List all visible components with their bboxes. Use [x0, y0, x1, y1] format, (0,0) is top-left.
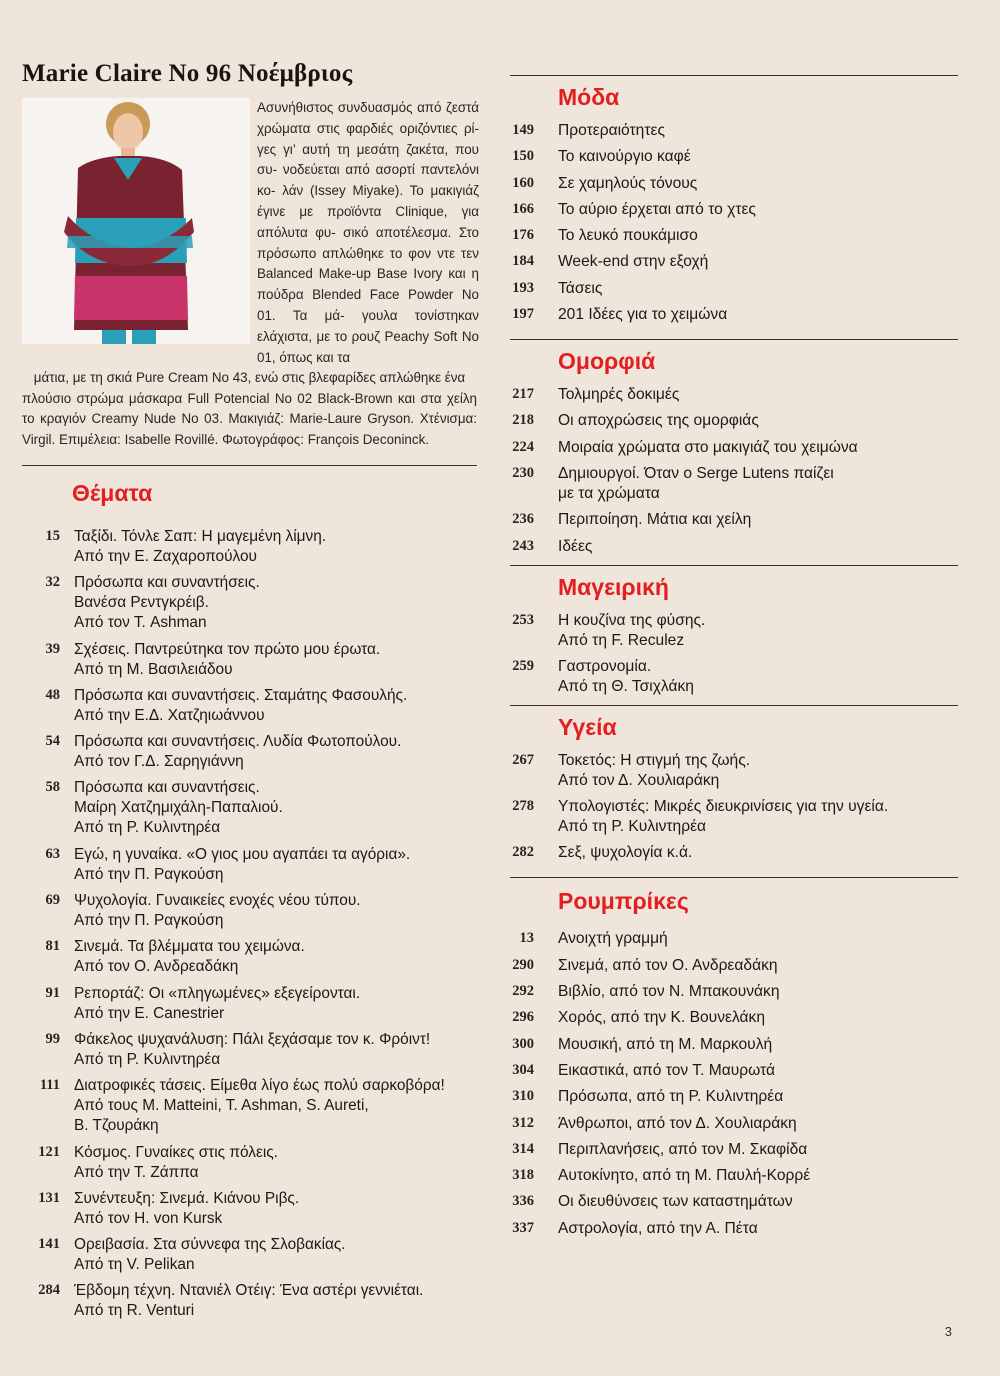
toc-entry-line: Εικαστικά, από τον Τ. Μαυρωτά [558, 1061, 776, 1079]
toc-entry-line: Το λευκό πουκάμισο [558, 227, 698, 245]
ygeia-list [510, 751, 958, 864]
toc-entry-text [558, 929, 668, 949]
toc-entry-line: Σινεμά. Τα βλέμματα του χειμώνα. [74, 938, 305, 956]
toc-entry-line: Τολμηρές δοκιμές [558, 386, 680, 404]
toc-entry-line: Αστρολογία, από την Α. Πέτα [558, 1219, 758, 1237]
toc-entry-line: Προτεραιότητες [558, 122, 665, 139]
toc-entry [22, 686, 477, 726]
toc-entry [22, 1235, 477, 1275]
page-ref-number: 218 [512, 412, 534, 429]
toc-entry-line: Πρόσωπα και συναντήσεις. Σταμάτης Φασουλής. [74, 686, 408, 704]
page-number: 3 [944, 1324, 952, 1339]
toc-entry-line: Από την Π. Ραγκούση [74, 912, 224, 930]
roumprikes-heading: Ρουμπρίκες [558, 888, 689, 915]
toc-entry-line: Η κουζίνα της φύσης. [558, 611, 706, 629]
moda-list [510, 121, 958, 325]
cover-caption-side: Ασυνήθιστος συνδυασμός από ζεστά χρώματα στις φαρδιές οριζόντιες ρί- γες γι’ αυτή τη μεσάτη ζακέτα, που συ- νοδεύεται από ασορτί παντελόνι κο- λάν (Issey Miyake). Το μακιγιάζ έγινε με προϊόντα Clinique, για απόλυτα φυ- σικό αποτέλεσμα. Στο πρόσωπο απλώθηκε το φον ντε τεν Balanced Make-up Base Ivory και η πούδρα Blended Face Powder No 01. Τα μά- γουλα τονίστηκαν ελάχιστα, με το ρουζ Peachy Soft No 01, όπως και τα [257, 100, 479, 365]
toc-entry [510, 797, 958, 837]
toc-entry [510, 843, 958, 863]
toc-entry-line: Περιπλανήσεις, από τον Μ. Σκαφίδα [558, 1140, 808, 1158]
cover-title: Marie Claire No 96 Νοέμβριος [22, 60, 353, 87]
toc-entry-line: Δημιουργοί. Όταν ο Serge Lutens παίζει [558, 464, 834, 482]
toc-entry-text [558, 200, 756, 220]
toc-entry [510, 305, 958, 325]
page-ref-number: 217 [512, 386, 534, 403]
toc-entry-line: Σινεμά, από τον Ο. Ανδρεαδάκη [558, 956, 778, 974]
page-ref-number: 284 [38, 1282, 60, 1299]
page-ref-number: 296 [512, 1009, 534, 1026]
toc-entry-line: Β. Τζουράκη [74, 1117, 159, 1135]
toc-entry-line: Άνθρωποι, από τον Δ. Χουλιαράκη [558, 1114, 797, 1132]
toc-entry [510, 537, 958, 557]
toc-entry-text [74, 732, 401, 772]
toc-entry [510, 438, 958, 458]
toc-entry-text [558, 956, 778, 976]
toc-entry-text [558, 252, 708, 272]
toc-entry-line: Κόσμος. Γυναίκες στις πόλεις. [74, 1143, 278, 1161]
toc-entry-line: Υπολογιστές: Μικρές διευκρινίσεις για την υγεία. [558, 798, 889, 816]
page-ref-number: 230 [512, 464, 534, 481]
page-ref-number: 69 [45, 892, 60, 909]
toc-entry [22, 1281, 477, 1321]
toc-entry-line: Ορειβασία. Στα σύννεφα της Σλοβακίας. [74, 1236, 346, 1254]
toc-entry-line: Τοκετός: Η στιγμή της ζωής. [558, 751, 751, 769]
toc-entry [510, 929, 958, 949]
page-ref-number: 111 [39, 1077, 60, 1094]
mageiriki-divider [510, 565, 958, 566]
toc-entry-line: Σεξ, ψυχολογία κ.ά. [558, 844, 693, 862]
roumprikes-divider [510, 877, 958, 878]
toc-entry-line: Ταξίδι. Τόνλε Σαπ: Η μαγεμένη λίμνη. [74, 528, 327, 545]
toc-entry-text [558, 411, 759, 431]
toc-entry-line: Ιδέες [558, 537, 593, 555]
toc-entry-line: Βιβλίο, από τον Ν. Μπακουνάκη [558, 983, 780, 1001]
page-ref-number: 39 [45, 640, 60, 657]
themata-heading: Θέματα [72, 480, 153, 506]
cover-block [22, 98, 479, 447]
page-ref-number: 32 [45, 574, 60, 591]
ygeia-divider [510, 705, 958, 706]
mageiriki-list [510, 611, 958, 697]
toc-entry-text [558, 1166, 810, 1186]
toc-entry [510, 1192, 958, 1212]
toc-entry [510, 1166, 958, 1186]
toc-entry-text [74, 937, 305, 977]
toc-entry-text [558, 305, 727, 325]
toc-entry [510, 385, 958, 405]
page-ref-number: 149 [512, 122, 534, 138]
toc-entry [510, 657, 958, 697]
toc-entry [510, 1087, 958, 1107]
toc-entry [510, 174, 958, 194]
toc-entry-text [558, 1035, 772, 1055]
toc-entry-line: Από τη Ρ. Κυλιντηρέα [558, 818, 707, 836]
toc-entry-line: Χορός, από την Κ. Βουνελάκη [558, 1009, 765, 1027]
toc-entry-text [558, 147, 691, 167]
toc-entry-line: Πρόσωπα και συναντήσεις. [74, 574, 260, 592]
toc-entry-line: Περιποίηση. Μάτια και χείλη [558, 511, 752, 529]
toc-entry-text [558, 464, 834, 504]
toc-entry-line: Ανοιχτή γραμμή [558, 930, 668, 948]
toc-entry-line: Εγώ, η γυναίκα. «Ο γιος μου αγαπάει τα αγόρια». [74, 845, 411, 863]
toc-entry-text [74, 686, 407, 726]
toc-entry-text [74, 527, 326, 567]
toc-entry-line: Μουσική, από τη Μ. Μαρκουλή [558, 1035, 773, 1053]
toc-entry-line: Μαίρη Χατζημιχάλη-Παπαλιού. [74, 799, 283, 817]
page-ref-number: 121 [38, 1143, 60, 1160]
page-ref-number: 337 [512, 1219, 534, 1236]
toc-entry-line: Οι αποχρώσεις της ομορφιάς [558, 412, 759, 430]
toc-entry-text [558, 751, 750, 791]
toc-entry-line: Συνέντευξη: Σινεμά. Κιάνου Ριβς. [74, 1189, 300, 1207]
toc-entry-line: Διατροφικές τάσεις. Είμεθα λίγο έως πολύ σαρκοβόρα! [74, 1077, 445, 1095]
page-ref-number: 318 [512, 1167, 534, 1184]
toc-entry [22, 732, 477, 772]
toc-entry [22, 778, 477, 838]
page-ref-number: 282 [512, 844, 534, 861]
toc-entry-line: Το αύριο έρχεται από το χτες [558, 200, 756, 218]
toc-entry [510, 982, 958, 1002]
toc-entry-text [558, 982, 780, 1002]
toc-entry [22, 1076, 477, 1136]
omorfia-divider [510, 339, 958, 340]
toc-entry-text [74, 1189, 299, 1229]
toc-entry-text [558, 797, 888, 837]
toc-entry-text [74, 984, 360, 1024]
toc-entry [510, 1061, 958, 1081]
cover-model-illustration [22, 98, 250, 344]
toc-entry-line: Ρεπορτάζ: Οι «πληγωμένες» εξεγείρονται. [74, 984, 361, 1002]
toc-entry-line: Από την Ε.Δ. Χατζηιωάννου [74, 706, 265, 724]
toc-entry-line: Βανέσα Ρεντγκρέιβ. [74, 594, 209, 612]
toc-entry-text [558, 279, 602, 299]
toc-entry-text [558, 226, 698, 246]
toc-entry-text [558, 657, 694, 697]
page-ref-number: 150 [512, 148, 534, 165]
toc-entry [510, 1140, 958, 1160]
toc-entry-line: Week-end στην εξοχή [558, 253, 709, 271]
moda-divider [510, 75, 958, 76]
cover-caption-full [22, 368, 477, 450]
toc-entry-text [558, 385, 679, 405]
cover-caption-line: μάτια, με τη σκιά Pure Cream No 43, ενώ στις βλεφαρίδες απλώθηκε ένα [33, 370, 466, 385]
toc-entry-line: Πρόσωπα και συναντήσεις. [74, 779, 260, 797]
toc-entry [510, 464, 958, 504]
toc-entry-text [558, 1008, 765, 1028]
page-ref-number: 259 [512, 657, 534, 674]
toc-entry-text [74, 640, 380, 680]
page-ref-number: 267 [512, 751, 534, 768]
ygeia-heading: Υγεία [558, 713, 617, 740]
page-ref-number: 160 [512, 174, 534, 191]
toc-entry [22, 984, 477, 1024]
toc-entry [510, 956, 958, 976]
roumprikes-list [510, 929, 958, 1238]
page-ref-number: 54 [45, 733, 60, 750]
toc-entry [22, 1143, 477, 1183]
toc-entry-text [558, 174, 697, 194]
toc-entry [22, 1030, 477, 1070]
toc-entry-line: Τάσεις [558, 279, 603, 297]
toc-entry-line: Από τη V. Pelikan [74, 1256, 195, 1274]
page-ref-number: 314 [512, 1140, 534, 1157]
toc-entry [510, 200, 958, 220]
toc-entry [22, 891, 477, 931]
themata-divider [22, 465, 477, 466]
toc-entry-text [558, 1219, 758, 1239]
page-ref-number: 176 [512, 227, 534, 244]
toc-entry [510, 411, 958, 431]
mageiriki-heading: Μαγειρική [558, 573, 669, 600]
page-ref-number: 131 [38, 1189, 60, 1206]
omorfia-heading: Ομορφιά [558, 348, 656, 375]
page-ref-number: 310 [512, 1088, 534, 1105]
toc-entry [510, 1035, 958, 1055]
page-ref-number: 304 [512, 1061, 534, 1078]
page-ref-number: 184 [512, 253, 534, 270]
page-ref-number: 243 [512, 537, 534, 554]
toc-entry-text [558, 1087, 783, 1107]
toc-entry-text [558, 1192, 793, 1212]
toc-entry [22, 640, 477, 680]
sections-column [510, 75, 958, 1245]
page-ref-number: 312 [512, 1114, 534, 1131]
toc-entry [22, 573, 477, 633]
toc-entry-line: Οι διευθύνσεις των καταστημάτων [558, 1193, 793, 1211]
toc-entry-line: Από τον H. von Kursk [74, 1209, 223, 1227]
toc-entry-text [558, 438, 858, 458]
toc-entry [510, 121, 958, 141]
toc-entry-line: Από τη Ρ. Κυλιντηρέα [74, 1050, 221, 1068]
toc-entry-line: Από τη F. Reculez [558, 631, 685, 649]
page-ref-number: 81 [45, 938, 60, 955]
page-ref-number: 292 [512, 983, 534, 1000]
page-ref-number: 58 [45, 779, 60, 796]
toc-entry [510, 1219, 958, 1239]
toc-entry [510, 611, 958, 651]
toc-entry-line: Φάκελος ψυχανάλυση: Πάλι ξεχάσαμε τον κ. Φρόιντ! [74, 1030, 431, 1048]
page-ref-number: 278 [512, 798, 534, 815]
toc-entry-line: Γαστρονομία. [558, 657, 652, 675]
toc-entry-line: Από τον Ο. Ανδρεαδάκη [74, 958, 239, 976]
page-ref-number: 300 [512, 1035, 534, 1052]
toc-entry-line: Από την Τ. Ζάππα [74, 1163, 199, 1181]
toc-entry-text [558, 121, 665, 141]
toc-entry-text [74, 573, 260, 633]
toc-entry-text [74, 1076, 445, 1136]
toc-entry-line: Σε χαμηλούς τόνους [558, 174, 698, 192]
page-ref-number: 141 [38, 1236, 60, 1253]
toc-entry [510, 1008, 958, 1028]
toc-entry-line: με τα χρώματα [558, 484, 660, 502]
toc-entry-text [558, 611, 705, 651]
toc-entry-line: Από την Ε. Canestrier [74, 1004, 225, 1022]
toc-entry [510, 279, 958, 299]
toc-entry [22, 937, 477, 977]
page-ref-number: 13 [519, 930, 534, 947]
page-ref-number: 197 [512, 306, 534, 323]
toc-entry-line: Μοιραία χρώματα στο μακιγιάζ του χειμώνα [558, 438, 858, 456]
page-ref-number: 290 [512, 956, 534, 973]
toc-entry-line: Πρόσωπα, από τη Ρ. Κυλιντηρέα [558, 1088, 784, 1106]
toc-entry-text [558, 537, 592, 557]
page-ref-number: 48 [45, 686, 60, 703]
toc-entry [510, 147, 958, 167]
page-ref-number: 236 [512, 511, 534, 528]
omorfia-list [510, 385, 958, 556]
toc-entry-text [74, 1143, 278, 1183]
toc-entry-line: Από την Ε. Ζαχαροπούλου [74, 548, 257, 565]
page-ref-number: 224 [512, 438, 534, 455]
page-ref-number: 63 [45, 845, 60, 862]
toc-entry-line: Από τον Γ.Δ. Σαρηγιάννη [74, 753, 244, 771]
toc-entry-line: Από τη Μ. Βασιλειάδου [74, 660, 233, 678]
toc-entry-line: Από τη Ρ. Κυλιντηρέα [74, 819, 221, 837]
toc-entry-line: Από την Π. Ραγκούση [74, 865, 224, 883]
toc-entry-line: Από τη Θ. Τσιχλάκη [558, 677, 694, 695]
toc-entry [510, 751, 958, 791]
toc-entry-text [74, 1030, 430, 1070]
toc-entry-text [74, 845, 410, 885]
toc-entry-text [74, 891, 361, 931]
toc-entry-line: Σχέσεις. Παντρεύτηκα τον πρώτο μου έρωτα. [74, 640, 381, 658]
page-ref-number: 15 [45, 528, 60, 544]
cover-photo [22, 98, 250, 344]
toc-entry-line: Το καινούργιο καφέ [558, 148, 691, 166]
toc-entry [510, 226, 958, 246]
toc-entry-text [558, 510, 751, 530]
toc-entry-text [558, 1114, 797, 1134]
moda-heading: Μόδα [558, 84, 620, 110]
toc-entry-line: Από τον Δ. Χουλιαράκη [558, 771, 720, 789]
themata-list [22, 527, 477, 1328]
toc-entry-line: Αυτοκίνητο, από τη Μ. Παυλή-Κορρέ [558, 1167, 811, 1185]
cover-info [22, 60, 479, 447]
page-ref-number: 99 [45, 1030, 60, 1047]
toc-entry-text [74, 1281, 423, 1321]
toc-entry-line: Από τους Μ. Matteini, T. Ashman, S. Aureti, [74, 1097, 369, 1115]
page-ref-number: 91 [45, 984, 60, 1001]
toc-entry-line: Από τη R. Venturi [74, 1302, 195, 1320]
toc-entry-text [558, 1140, 807, 1160]
page-ref-number: 336 [512, 1193, 534, 1210]
toc-entry [22, 1189, 477, 1229]
toc-entry [22, 527, 477, 567]
toc-entry-text [74, 778, 283, 838]
toc-entry-line: Έβδομη τέχνη. Ντανιέλ Οτέιγ: Ένα αστέρι γεννιέται. [74, 1282, 424, 1300]
toc-entry-line: Ψυχολογία. Γυναικείες ενοχές νέου τύπου. [74, 892, 361, 910]
toc-entry-line: 201 Ιδέες για το χειμώνα [558, 306, 728, 324]
toc-entry [22, 845, 477, 885]
toc-entry [510, 1114, 958, 1134]
toc-entry-text [558, 843, 692, 863]
toc-entry [510, 510, 958, 530]
toc-entry-line: Πρόσωπα και συναντήσεις. Λυδία Φωτοπούλου. [74, 733, 402, 751]
toc-entry [510, 252, 958, 272]
page-ref-number: 166 [512, 200, 534, 217]
toc-entry-line: Από τον Τ. Ashman [74, 614, 207, 632]
cover-caption-rest: πλούσιο στρώμα μάσκαρα Full Potencial No 02 Black-Brown και στα χείλη το κραγιόν Creamy Nude No 03. Μακιγιάζ: Marie-Laure Gryson. Χτένισμα: Virgil. Επιμέλεια: Isabelle Rovillé. Φωτογράφος: François Deconinck. [22, 390, 477, 447]
toc-entry-text [74, 1235, 346, 1275]
page-ref-number: 253 [512, 611, 534, 628]
toc-entry-text [558, 1061, 775, 1081]
page-ref-number: 193 [512, 279, 534, 296]
